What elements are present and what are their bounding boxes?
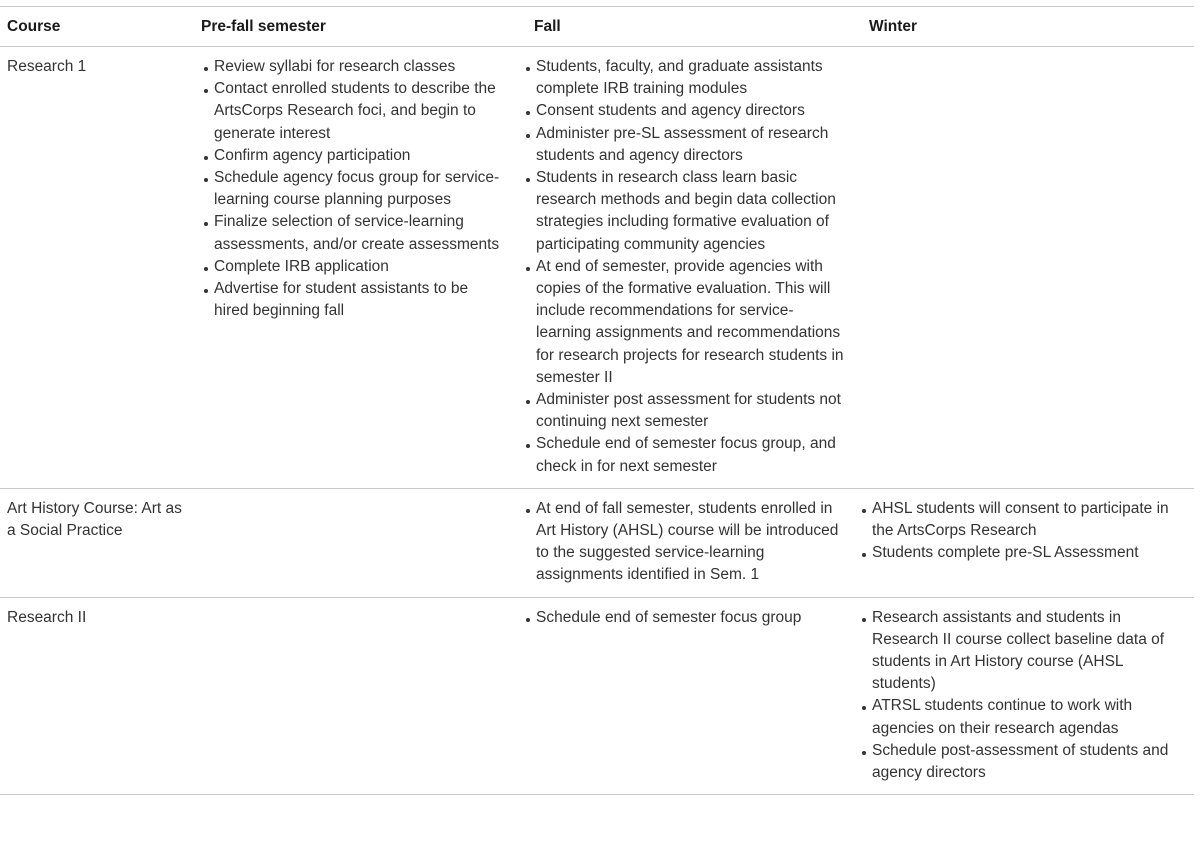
course-name-cell: Art History Course: Art as a Social Practice [7, 499, 182, 540]
header-course: Course [0, 7, 188, 47]
list-item: Confirm agency participation [202, 145, 506, 167]
winter-cell [860, 597, 1194, 795]
list-item: Schedule post-assessment of students and agency directors [860, 740, 1180, 784]
bullet-list [524, 498, 844, 587]
fall-cell [524, 488, 860, 597]
list-item: Students in research class learn basic research methods and begin data collection strategies including formative evaluation of participating community agencies [524, 167, 844, 256]
pre-fall-cell [188, 488, 524, 597]
list-item: Schedule end of semester focus group [524, 607, 844, 629]
course-timeline-table [0, 6, 1194, 795]
list-item: Schedule end of semester focus group, and check in for next semester [524, 433, 844, 477]
list-item: Schedule agency focus group for service-learning course planning purposes [202, 167, 506, 211]
list-item: Students complete pre-SL Assessment [860, 542, 1180, 564]
winter-cell [860, 488, 1194, 597]
table-header [0, 7, 1194, 47]
fall-cell [524, 47, 860, 489]
course-name-cell: Research II [7, 608, 87, 626]
list-item: ATRSL students continue to work with agencies on their research agendas [860, 695, 1180, 739]
list-item: Students, faculty, and graduate assistants complete IRB training modules [524, 56, 844, 100]
list-item: At end of fall semester, students enrolled in Art History (AHSL) course will be introduced to the suggested service-learning assignments identified in Sem. 1 [524, 498, 844, 587]
bullet-list [524, 56, 844, 478]
fall-cell [524, 597, 860, 795]
header-fall: Fall [524, 7, 860, 47]
table-row [0, 47, 1194, 489]
list-item: Administer post assessment for students not continuing next semester [524, 389, 844, 433]
table-body [0, 47, 1194, 795]
bullet-list [860, 498, 1180, 565]
list-item: AHSL students will consent to participate in the ArtsCorps Research [860, 498, 1180, 542]
pre-fall-cell [188, 597, 524, 795]
pre-fall-cell [188, 47, 524, 489]
header-row [0, 7, 1194, 47]
winter-cell [860, 47, 1194, 489]
list-item: Review syllabi for research classes [202, 56, 506, 78]
list-item: Research assistants and students in Research II course collect baseline data of students in Art History course (AHSL students) [860, 607, 1180, 696]
list-item: Administer pre-SL assessment of research students and agency directors [524, 123, 844, 167]
bullet-list [860, 607, 1180, 785]
header-pre-fall-semester: Pre-fall semester [188, 7, 524, 47]
bullet-list [524, 607, 844, 629]
bullet-list [202, 56, 506, 322]
table-row [0, 488, 1194, 597]
course-name-cell: Research 1 [7, 58, 87, 75]
header-winter: Winter [860, 7, 1194, 47]
list-item: Complete IRB application [202, 256, 506, 278]
list-item: At end of semester, provide agencies with copies of the formative evaluation. This will include recommendations for service-learning assignments and recommendations for research projects for research students in semester II [524, 256, 844, 389]
list-item: Contact enrolled students to describe the ArtsCorps Research foci, and begin to generate interest [202, 78, 506, 145]
list-item: Consent students and agency directors [524, 100, 844, 122]
list-item: Advertise for student assistants to be hired beginning fall [202, 278, 506, 322]
list-item: Finalize selection of service-learning assessments, and/or create assessments [202, 211, 506, 255]
table-row [0, 597, 1194, 795]
